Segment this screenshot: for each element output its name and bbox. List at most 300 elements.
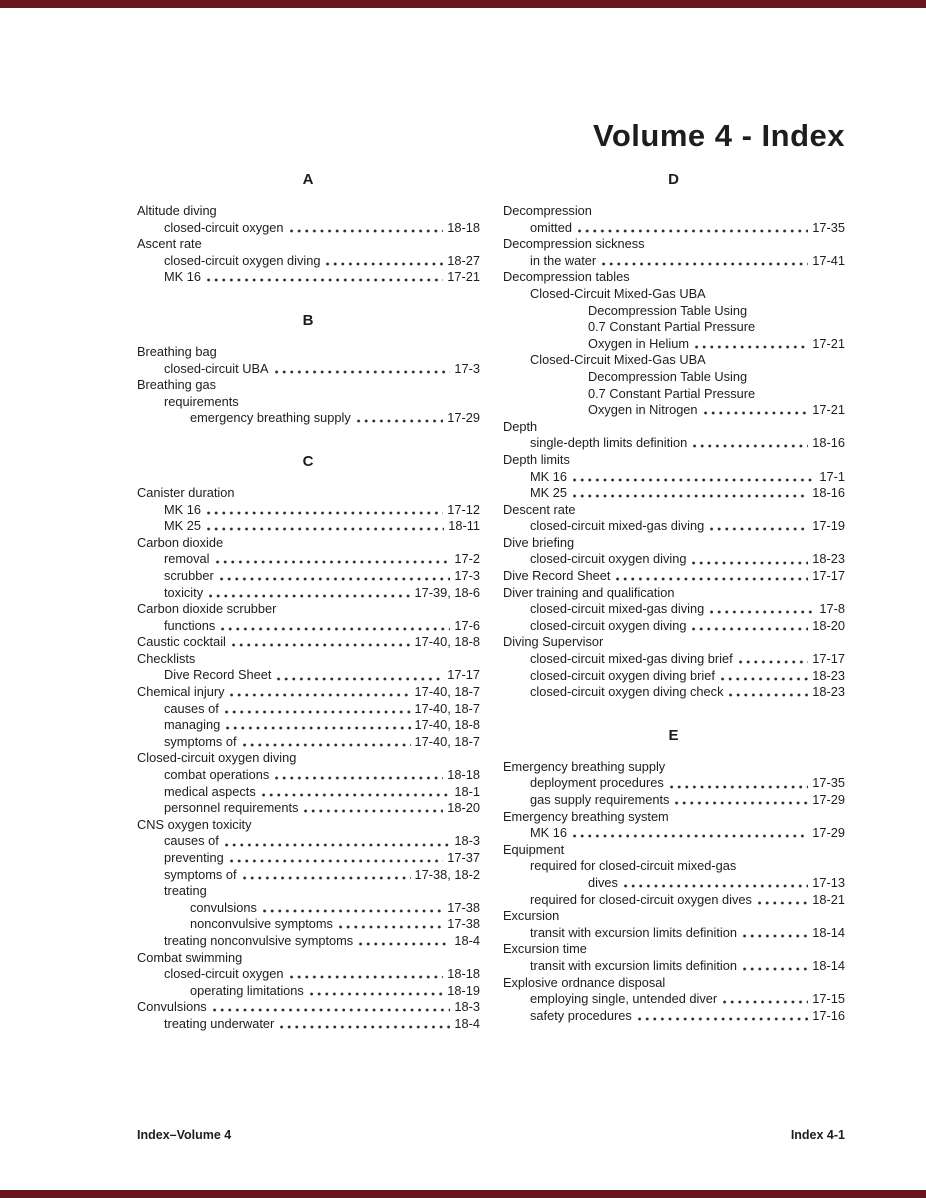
- entry-text: required for closed-circuit mixed-gas: [530, 858, 737, 874]
- index-entry: [137, 634, 480, 651]
- section-letter-heading: A: [302, 171, 315, 188]
- entry-page-number: 17-6: [454, 617, 480, 633]
- entry-page-number: 17-3: [454, 360, 480, 376]
- entry-page-number: 17-40, 18-7: [414, 684, 480, 700]
- dot-leader: [357, 410, 443, 427]
- entry-page-number: 18-3: [454, 999, 480, 1015]
- entry-text: closed-circuit mixed-gas diving: [530, 518, 705, 534]
- entry-text: Oxygen in Helium: [588, 335, 689, 351]
- index-entry: [137, 269, 480, 286]
- entry-text: dives: [588, 874, 618, 890]
- index-entry: [503, 518, 845, 535]
- entry-text: MK 16: [530, 468, 567, 484]
- entry-text: safety procedures: [530, 1007, 632, 1023]
- entry-text: closed-circuit oxygen diving: [164, 252, 321, 268]
- index-entry: [503, 386, 845, 403]
- entry-page-number: 18-18: [447, 767, 480, 783]
- index-entry: [503, 601, 845, 618]
- entry-text: preventing: [164, 850, 224, 865]
- index-entry: [503, 892, 845, 909]
- entry-page-number: 17-35: [812, 775, 845, 791]
- footer-left-text: Index–Volume 4: [137, 1128, 232, 1142]
- page-title: Volume 4 - Index: [592, 117, 845, 153]
- index-entry: [503, 842, 845, 859]
- entry-text: closed-circuit mixed-gas diving brief: [530, 651, 733, 667]
- dot-leader: [280, 1016, 450, 1033]
- entry-page-number: 18-16: [812, 485, 845, 501]
- entry-page-number: 17-38: [447, 916, 480, 932]
- entry-text: Closed-Circuit Mixed-Gas UBA: [530, 285, 706, 301]
- dot-leader: [638, 1008, 809, 1025]
- index-entry: [503, 759, 845, 776]
- index-entry: [503, 419, 845, 436]
- index-entry: [137, 344, 480, 361]
- entry-text: omitted: [530, 219, 572, 235]
- entry-text: in the water: [530, 252, 597, 268]
- entry-text: MK 25: [164, 518, 201, 534]
- entry-text: closed-circuit mixed-gas diving: [530, 601, 705, 617]
- entry-page-number: 18-21: [812, 891, 845, 907]
- entry-text: Ascent rate: [137, 236, 202, 252]
- entry-page-number: 18-18: [447, 966, 480, 982]
- index-entry: [137, 203, 480, 220]
- index-entry: [503, 352, 845, 369]
- entry-page-number: 17-8: [819, 601, 845, 617]
- index-entry: [137, 568, 480, 585]
- index-entry: [503, 435, 845, 452]
- entry-text: closed-circuit UBA: [164, 360, 269, 376]
- entry-text: Breathing gas: [137, 377, 216, 393]
- entry-text: MK 16: [164, 269, 201, 285]
- entry-page-number: 17-16: [812, 1007, 845, 1023]
- dot-leader: [692, 618, 808, 635]
- entry-text: required for closed-circuit oxygen dives: [530, 891, 752, 907]
- section-letter-heading: E: [668, 726, 680, 744]
- index-entry: [137, 900, 480, 917]
- dot-leader: [290, 220, 444, 237]
- dot-leader: [624, 875, 808, 892]
- entry-text: closed-circuit oxygen: [164, 966, 284, 982]
- dot-leader: [573, 469, 815, 486]
- dot-leader: [721, 668, 808, 685]
- dot-leader: [243, 734, 411, 751]
- page-top-band: [0, 0, 926, 8]
- entry-text: MK 16: [164, 501, 201, 517]
- entry-text: Combat swimming: [137, 949, 243, 965]
- index-entry: [503, 634, 845, 651]
- entry-text: Chemical injury: [137, 684, 225, 700]
- entry-text: Explosive ordnance disposal: [503, 974, 666, 990]
- index-entry: [137, 394, 480, 411]
- index-columns: [137, 171, 845, 1033]
- entry-page-number: 17-21: [447, 269, 480, 285]
- entry-text: Closed-circuit oxygen diving: [137, 750, 297, 766]
- index-section-D: [503, 171, 845, 701]
- entry-text: Depth: [503, 418, 538, 434]
- entry-page-number: 18-14: [812, 957, 845, 973]
- index-entry: [503, 203, 845, 220]
- entry-page-number: 17-35: [812, 219, 845, 235]
- entry-page-number: 18-23: [812, 551, 845, 567]
- index-entry: [137, 535, 480, 552]
- entry-text: Decompression tables: [503, 269, 630, 285]
- entry-text: Emergency breathing system: [503, 808, 669, 824]
- index-entry: [503, 551, 845, 568]
- page-bottom-band: [0, 1190, 926, 1198]
- dot-leader: [230, 850, 444, 867]
- index-entry: [137, 377, 480, 394]
- dot-leader: [693, 435, 808, 452]
- index-entry: [503, 269, 845, 286]
- entry-text: convulsions: [190, 899, 257, 915]
- dot-leader: [225, 701, 411, 718]
- index-entry: [503, 452, 845, 469]
- entry-text: Breathing bag: [137, 343, 217, 359]
- dot-leader: [226, 717, 410, 734]
- index-entry: [137, 601, 480, 618]
- entry-text: transit with excursion limits definition: [530, 957, 737, 973]
- dot-leader: [216, 551, 451, 568]
- entry-text: MK 25: [530, 485, 567, 501]
- index-entry: [503, 668, 845, 685]
- entry-page-number: 18-16: [812, 435, 845, 451]
- entry-text: treating: [164, 883, 207, 899]
- index-entry: [503, 975, 845, 992]
- index-entry: [503, 253, 845, 270]
- entry-text: Excursion: [503, 908, 560, 924]
- entry-text: transit with excursion limits definition: [530, 924, 737, 940]
- entry-page-number: 17-40, 18-7: [414, 733, 480, 749]
- entry-text: symptoms of: [164, 866, 237, 882]
- entry-page-number: 17-21: [812, 402, 845, 418]
- entry-page-number: 18-1: [454, 783, 480, 799]
- index-entry: [137, 784, 480, 801]
- index-entry: [137, 983, 480, 1000]
- entry-page-number: 18-3: [454, 833, 480, 849]
- entry-page-number: 18-27: [447, 252, 480, 268]
- dot-leader: [207, 518, 444, 535]
- entry-page-number: 17-12: [447, 501, 480, 517]
- dot-leader: [275, 361, 451, 378]
- entry-text: combat operations: [164, 767, 270, 783]
- index-entry: [503, 958, 845, 975]
- entry-text: nonconvulsive symptoms: [190, 916, 333, 932]
- index-entry: [503, 809, 845, 826]
- footer-page-number: Index 4-1: [790, 1128, 845, 1142]
- entry-page-number: 17-29: [812, 792, 845, 807]
- index-entry: [137, 618, 480, 635]
- entry-text: treating nonconvulsive symptoms: [164, 932, 354, 948]
- index-entry: [137, 236, 480, 253]
- index-entry: [503, 875, 845, 892]
- entry-text: single-depth limits definition: [530, 435, 688, 451]
- index-section-A: [137, 171, 480, 286]
- entry-page-number: 17-40, 18-8: [414, 717, 480, 733]
- entry-page-number: 17-15: [812, 991, 845, 1007]
- dot-leader: [670, 775, 809, 792]
- index-entry: [137, 817, 480, 834]
- index-entry: [137, 518, 480, 535]
- index-entry: [503, 502, 845, 519]
- index-entry: [137, 966, 480, 983]
- dot-leader: [232, 634, 411, 651]
- entry-text: Decompression sickness: [503, 236, 645, 252]
- index-entry: [137, 253, 480, 270]
- dot-leader: [692, 551, 808, 568]
- entry-page-number: 17-17: [812, 651, 845, 667]
- entry-page-number: 18-19: [447, 982, 480, 998]
- index-section-C: [137, 453, 480, 1033]
- entry-text: Dive briefing: [503, 534, 575, 550]
- entry-text: personnel requirements: [164, 800, 299, 816]
- entry-text: Emergency breathing supply: [503, 758, 666, 774]
- index-entry: [137, 867, 480, 884]
- index-entry: [503, 651, 845, 668]
- dot-leader: [275, 767, 443, 784]
- entry-page-number: 17-17: [812, 568, 845, 584]
- section-letter-heading: C: [302, 452, 315, 470]
- index-entry: [503, 684, 845, 701]
- entry-text: causes of: [164, 833, 219, 849]
- dot-leader: [263, 900, 443, 917]
- index-entry: [503, 485, 845, 502]
- entry-text: Dive Record Sheet: [164, 667, 272, 683]
- entry-text: Dive Record Sheet: [503, 568, 611, 584]
- section-letter-heading: B: [302, 311, 315, 329]
- dot-leader: [743, 925, 808, 942]
- dot-leader: [213, 999, 451, 1016]
- entry-page-number: 18-18: [447, 219, 480, 235]
- dot-leader: [739, 651, 809, 668]
- index-entry: [137, 850, 480, 867]
- entry-text: managing: [164, 717, 221, 733]
- entry-page-number: 17-41: [812, 252, 845, 268]
- entry-page-number: 17-19: [812, 518, 845, 534]
- entry-text: scrubber: [164, 567, 214, 583]
- index-entry: [137, 750, 480, 767]
- entry-text: Canister duration: [137, 484, 235, 500]
- entry-page-number: 18-4: [454, 1015, 480, 1031]
- dot-leader: [262, 784, 451, 801]
- index-column-right: [503, 171, 845, 1033]
- index-entry: [137, 485, 480, 502]
- index-entry: [503, 319, 845, 336]
- index-entry: [137, 410, 480, 427]
- index-entry: [503, 991, 845, 1008]
- dot-leader: [310, 983, 443, 1000]
- dot-leader: [225, 833, 451, 850]
- entry-text: closed-circuit oxygen diving: [530, 617, 687, 633]
- entry-text: Closed-Circuit Mixed-Gas UBA: [530, 352, 706, 368]
- index-entry: [137, 800, 480, 817]
- entry-text: closed-circuit oxygen diving check: [530, 684, 724, 700]
- index-entry: [503, 908, 845, 925]
- index-section-E: [503, 727, 845, 1025]
- dot-leader: [221, 618, 450, 635]
- index-entry: [503, 1008, 845, 1025]
- entry-text: treating underwater: [164, 1015, 275, 1031]
- index-entry: [137, 734, 480, 751]
- entry-page-number: 18-20: [447, 800, 480, 816]
- index-entry: [137, 767, 480, 784]
- entry-text: MK 16: [530, 825, 567, 841]
- dot-leader: [359, 933, 450, 950]
- entry-text: emergency breathing supply: [190, 410, 351, 426]
- entry-text: 0.7 Constant Partial Pressure: [588, 319, 756, 335]
- dot-leader: [729, 684, 808, 701]
- entry-page-number: 17-38: [447, 899, 480, 915]
- entry-text: closed-circuit oxygen: [164, 219, 284, 235]
- index-entry: [503, 825, 845, 842]
- entry-text: Caustic cocktail: [137, 634, 226, 650]
- index-entry: [503, 220, 845, 237]
- index-entry: [137, 916, 480, 933]
- dot-leader: [220, 568, 451, 585]
- dot-leader: [616, 568, 808, 585]
- entry-text: Checklists: [137, 650, 196, 666]
- entry-text: deployment procedures: [530, 775, 664, 791]
- entry-page-number: 18-23: [812, 684, 845, 700]
- dot-leader: [243, 867, 411, 884]
- index-entry: [503, 792, 845, 809]
- dot-leader: [207, 269, 443, 286]
- index-entry: [503, 402, 845, 419]
- entry-page-number: 18-11: [448, 518, 480, 534]
- index-entry: [503, 336, 845, 353]
- index-entry: [503, 775, 845, 792]
- dot-leader: [704, 402, 809, 419]
- dot-leader: [277, 667, 443, 684]
- dot-leader: [758, 892, 808, 909]
- index-entry: [137, 361, 480, 378]
- dot-leader: [339, 916, 443, 933]
- entry-page-number: 17-1: [819, 468, 845, 484]
- index-entry: [137, 1016, 480, 1033]
- entry-page-number: 17-21: [812, 335, 845, 351]
- dot-leader: [695, 336, 808, 353]
- entry-page-number: 18-4: [454, 932, 480, 948]
- index-entry: [137, 883, 480, 900]
- dot-leader: [230, 684, 410, 701]
- entry-text: Equipment: [503, 841, 565, 857]
- entry-page-number: 18-23: [812, 667, 845, 683]
- entry-page-number: 17-29: [812, 825, 845, 841]
- index-entry: [503, 585, 845, 602]
- index-entry: [503, 469, 845, 486]
- index-entry: [503, 286, 845, 303]
- entry-text: 0.7 Constant Partial Pressure: [588, 385, 756, 401]
- entry-page-number: 17-17: [447, 667, 480, 683]
- index-section-B: [137, 312, 480, 427]
- dot-leader: [573, 825, 808, 842]
- index-entry: [503, 535, 845, 552]
- entry-text: closed-circuit oxygen diving: [530, 551, 687, 567]
- index-entry: [137, 717, 480, 734]
- entry-text: Descent rate: [503, 501, 576, 517]
- index-column-left: [137, 171, 480, 1033]
- dot-leader: [723, 991, 808, 1008]
- entry-text: Excursion time: [503, 941, 587, 957]
- index-entry: [137, 933, 480, 950]
- index-entry: [503, 941, 845, 958]
- entry-text: functions: [164, 617, 216, 633]
- dot-leader: [326, 253, 443, 270]
- entry-page-number: 17-29: [447, 410, 480, 426]
- index-entry: [503, 925, 845, 942]
- entry-text: Carbon dioxide: [137, 534, 224, 550]
- entry-text: Carbon dioxide scrubber: [137, 601, 277, 617]
- entry-text: Decompression Table Using: [588, 302, 748, 318]
- entry-text: medical aspects: [164, 783, 256, 799]
- dot-leader: [710, 601, 815, 618]
- index-entry: [137, 585, 480, 602]
- entry-text: requirements: [164, 393, 239, 409]
- entry-text: Diver training and qualification: [503, 584, 675, 600]
- entry-text: Decompression Table Using: [588, 368, 748, 384]
- entry-text: Diving Supervisor: [503, 634, 604, 650]
- entry-page-number: 17-13: [812, 874, 845, 890]
- index-entry: [137, 999, 480, 1016]
- index-entry: [503, 303, 845, 320]
- dot-leader: [675, 792, 808, 809]
- entry-page-number: 17-40, 18-8: [414, 634, 480, 650]
- entry-text: Altitude diving: [137, 203, 217, 218]
- index-entry: [137, 651, 480, 668]
- dot-leader: [573, 485, 808, 502]
- index-entry: [137, 667, 480, 684]
- entry-page-number: 17-3: [454, 567, 480, 583]
- index-entry: [137, 551, 480, 568]
- dot-leader: [207, 502, 443, 519]
- dot-leader: [743, 958, 808, 975]
- entry-text: causes of: [164, 700, 219, 716]
- index-entry: [503, 369, 845, 386]
- index-entry: [137, 701, 480, 718]
- index-entry: [503, 568, 845, 585]
- dot-leader: [578, 220, 808, 237]
- entry-page-number: 18-20: [812, 617, 845, 633]
- index-entry: [137, 950, 480, 967]
- entry-text: symptoms of: [164, 733, 237, 749]
- index-entry: [503, 236, 845, 253]
- dot-leader: [602, 253, 808, 270]
- entry-text: closed-circuit oxygen diving brief: [530, 667, 715, 683]
- index-entry: [137, 684, 480, 701]
- entry-page-number: 17-2: [454, 551, 480, 567]
- entry-page-number: 17-37: [447, 850, 480, 865]
- section-letter-heading: D: [668, 171, 680, 188]
- entry-page-number: 17-40, 18-7: [414, 700, 480, 716]
- entry-text: Convulsions: [137, 999, 207, 1015]
- entry-text: employing single, untended diver: [530, 991, 718, 1007]
- entry-text: Depth limits: [503, 451, 570, 467]
- index-entry: [137, 833, 480, 850]
- entry-page-number: 18-14: [812, 924, 845, 940]
- index-entry: [503, 858, 845, 875]
- entry-text: gas supply requirements: [530, 792, 670, 807]
- entry-text: toxicity: [164, 584, 204, 600]
- entry-text: Oxygen in Nitrogen: [588, 402, 698, 418]
- index-entry: [137, 220, 480, 237]
- entry-text: CNS oxygen toxicity: [137, 816, 252, 832]
- dot-leader: [290, 966, 444, 983]
- index-entry: [137, 502, 480, 519]
- index-entry: [503, 618, 845, 635]
- dot-leader: [209, 585, 410, 602]
- entry-text: Decompression: [503, 203, 592, 218]
- dot-leader: [710, 518, 808, 535]
- entry-text: removal: [164, 551, 210, 567]
